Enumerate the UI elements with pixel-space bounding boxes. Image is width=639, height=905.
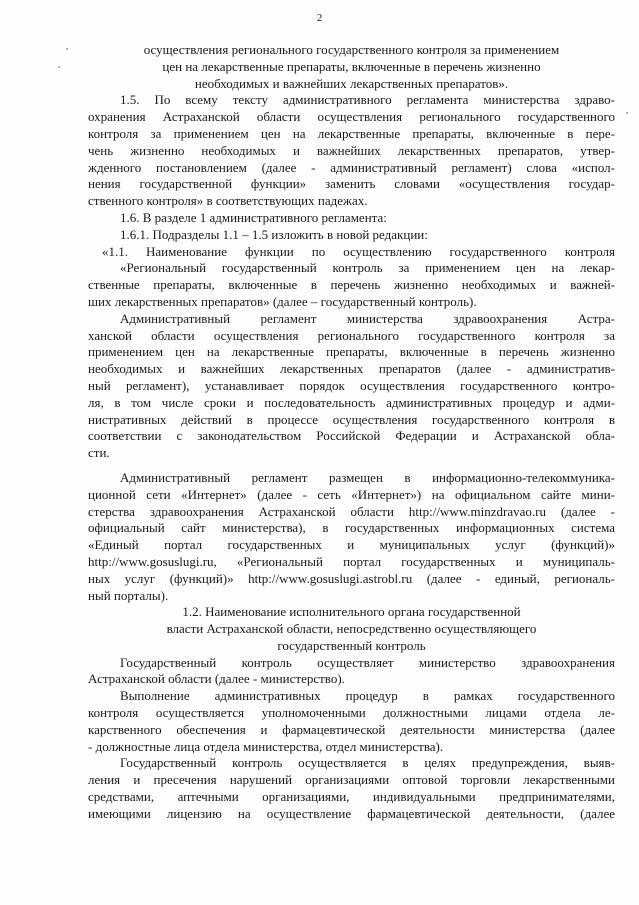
text-line: необходимых и важнейших лекарственных препаратов». [194,75,509,91]
text-line: контроля осуществляется уполномоченными должностными лицами отдела ле- [88,705,615,721]
text-line: ный порталы). [88,587,169,603]
text-line: - должностные лица отдела министерства, отдел министерства). [88,738,444,754]
scan-speck [626,112,628,114]
text-line: 1.5. По всему тексту административного регламента министерства здраво- [120,92,615,108]
text-line: ления и пресечения нарушений организациями оптовой торговли лекарственными [88,772,615,788]
text-line: нистративных действий в процессе осуществления государственного контроля в [88,411,615,427]
text-line: стерства здравоохранения Астраханской области http://www.minzdravao.ru (далее - [88,503,615,519]
text-line: чень жизненно необходимых и важнейших лекарственных препаратов, утвер- [88,142,615,158]
text-line: охранения Астраханской области осуществления регионального государственного [88,109,615,125]
document-body [88,42,615,823]
text-line: контроля за применением цен на лекарственные препараты, включенные в пере- [88,125,615,141]
text-line: «Региональный государственный контроль за применением цен на лекар- [120,260,615,276]
text-line: жденного постановлением (далее - административный регламент) слова «испол- [88,159,615,175]
text-line: Выполнение административных процедур в рамках государственного [120,688,615,704]
text-line: карственного обеспечения и фармацевтической деятельности министерства (далее [88,721,615,737]
text-line: Государственный контроль осуществляется в целях предупреждения, выяв- [120,755,615,771]
text-line: ный регламент), устанавливает порядок осуществления государственного контро- [88,377,615,393]
text-line: нения государственной функции» заменить словами «осуществления государ- [88,176,615,192]
text-line: ших лекарственных препаратов» (далее – государственный контроль). [88,293,477,309]
text-line: применением цен на лекарственные препараты, включенные в перечень жизненно [88,344,615,360]
text-line: Административный регламент министерства здравоохранения Астра- [120,310,615,326]
text-line: Административный регламент размещен в информационно-телекоммуника- [120,469,615,485]
text-line: Государственный контроль осуществляет министерство здравоохранения [120,654,615,670]
paragraph-gap [88,462,615,470]
text-line: соответствии с законодательством Российской Федерации и Астраханской обла- [88,428,615,444]
page-number: 2 [316,12,323,24]
text-line: ционной сети «Интернет» (далее - сеть «Интернет») на официальном сайте мини- [88,486,615,502]
text-line: 1.6.1. Подразделы 1.1 – 1.5 изложить в новой редакции: [120,226,428,242]
scan-speck [58,66,60,68]
text-line: 1.6. В разделе 1 административного регламента: [120,209,387,225]
text-line: ных услуг (функций)» http://www.gosuslugi.astrobl.ru (далее - единый, региональ- [88,570,615,586]
text-line: осуществления регионального государственного контроля за применением [143,42,560,57]
text-line: государственный контроль [277,637,426,653]
text-line: 1.2. Наименование исполнительного органа государственной [182,604,521,620]
text-line: власти Астраханской области, непосредственно осуществляющего [166,621,537,637]
text-line: средствами, аптечными организациями, индивидуальными предпринимателями, [88,789,615,805]
text-line: «Единый портал государственных и муниципальных услуг (функций)» [88,537,615,553]
text-line: «1.1. Наименование функции по осуществлению государственного контроля [102,243,615,259]
text-line: необходимых и важнейших лекарственных препаратов (далее - административ- [88,361,615,377]
text-line: ственные препараты, включенные в перечень жизненно необходимых и важней- [88,277,615,293]
text-line: официальный сайт министерства), в государственных информационных система [88,520,615,536]
text-line: ханской области осуществления регионального государственного контроля за [88,327,615,343]
text-line: сти. [88,445,110,461]
text-line: Астраханской области (далее - министерство). [88,671,345,687]
scan-speck [66,48,68,50]
text-line: http://www.gosuslugi.ru, «Региональный портал государственных и муниципаль- [88,553,615,569]
text-line: ственного контроля» в соответствующих падежах. [88,193,368,209]
text-line: имеющими лицензию на осуществление фармацевтической деятельности, (далее [88,805,615,821]
text-line: цен на лекарственные препараты, включенные в перечень жизненно [162,58,541,74]
text-line: ля, в том числе сроки и последовательность административных процедур и адми- [88,394,615,410]
